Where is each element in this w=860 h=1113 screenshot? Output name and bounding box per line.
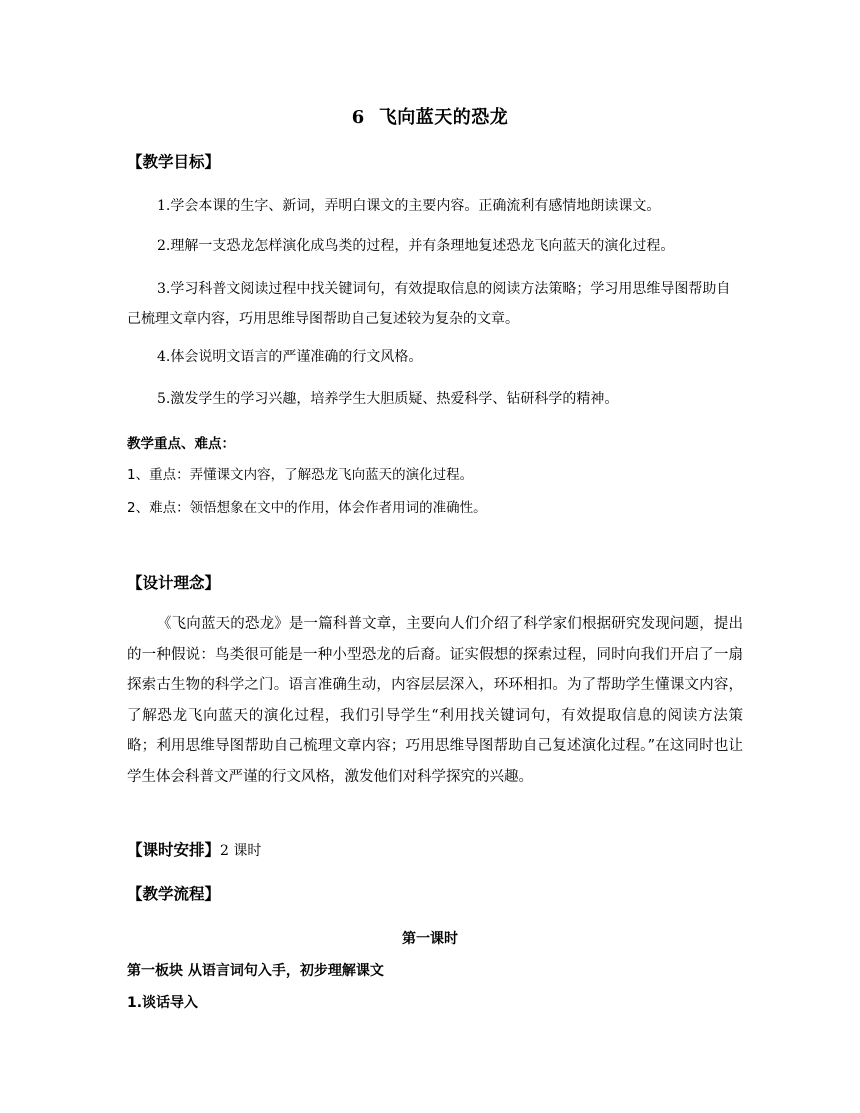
design-paragraph: 《飞向蓝天的恐龙》是一篇科普文章，主要向人们介绍了科学家们根据研究发现问题，提出的一种假说：鸟类很可能是一种小型恐龙的后裔。证实假想的探索过程，同时向我们开启了一扇探索古生物的科学之门。语言准确生动，内容层层深入，环环相扣。为了帮助学生懂课文内容，了解恐龙飞向蓝天的演化过程，我们引导学生“利用找关键词句，有效提取信息的阅读方法策略；利用思维导图帮助自己梳理文章内容；巧用思维导图帮助自己复述演化过程。”在这同时也让学生体会科普文严谨的行文风格，激发他们对科学探究的兴趣。 [127, 616, 743, 785]
step-title: 1.谈话导入 [127, 995, 199, 1011]
schedule-value: 2 课时 [220, 843, 262, 859]
key-points-heading: 教学重点、难点： [127, 436, 235, 452]
goal-item-4: 4.体会说明文语言的严谨准确的行文风格。 [157, 349, 423, 365]
lesson-title: 第一课时 [402, 931, 458, 947]
goal-item-5: 5.激发学生的学习兴趣，培养学生大胆质疑、热爱科学、钻研科学的精神。 [157, 391, 619, 407]
title-text: 飞向蓝天的恐龙 [378, 107, 509, 128]
section-title: 第一板块 从语言词句入手，初步理解课文 [127, 963, 384, 979]
title-number: 6 [351, 107, 365, 128]
design-heading: 【设计理念】 [127, 574, 221, 592]
schedule-label: 【课时安排】 [127, 841, 221, 859]
goal-item-2: 2.理解一支恐龙怎样演化成鸟类的过程，并有条理地复述恐龙飞向蓝天的演化过程。 [157, 238, 675, 254]
schedule-heading [127, 838, 261, 860]
process-heading: 【教学流程】 [127, 885, 221, 903]
goal-item-1: 1.学会本课的生字、新词，弄明白课文的主要内容。正确流利有感情地朗读课文。 [157, 198, 661, 214]
goal-item-3: 3.学习科普文阅读过程中找关键词句，有效提取信息的阅读方法策略；学习用思维导图帮助自己梳理文章内容，巧用思维导图帮助自己复述较为复杂的文章。 [127, 281, 731, 327]
key-point-2: 2、难点：领悟想象在文中的作用，体会作者用词的准确性。 [127, 500, 487, 516]
key-point-1: 1、重点：弄懂课文内容，了解恐龙飞向蓝天的演化过程。 [127, 467, 474, 483]
page-title [0, 103, 860, 129]
goals-heading: 【教学目标】 [127, 153, 221, 171]
